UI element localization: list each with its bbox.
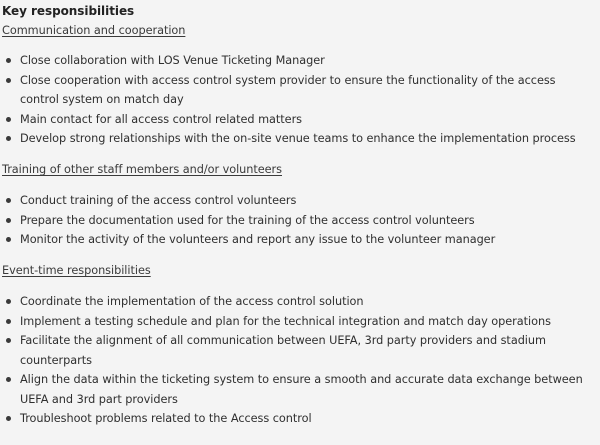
event-time-list (0, 292, 590, 429)
section-heading-communication: Communication and cooperation (2, 24, 186, 37)
bullet-icon (6, 136, 11, 141)
communication-list (0, 51, 590, 149)
bullet-icon (6, 117, 11, 122)
bullet-icon (6, 218, 11, 223)
list-item: Develop strong relationships with the on-site venue teams to enhance the implementation process (0, 129, 590, 149)
list-item: Prepare the documentation used for the training of the access control volunteers (0, 211, 590, 231)
page-title: Key responsibilities (2, 4, 135, 18)
bullet-icon (6, 78, 11, 83)
section-heading-event-time: Event-time responsibilities (2, 264, 151, 277)
bullet-icon (6, 198, 11, 203)
list-item: Align the data within the ticketing system to ensure a smooth and accurate data exchange between UEFA and 3rd part providers (0, 370, 590, 409)
list-item: Implement a testing schedule and plan for the technical integration and match day operations (0, 312, 590, 332)
list-item: Troubleshoot problems related to the Access control (0, 409, 590, 429)
bullet-icon (6, 299, 11, 304)
bullet-icon (6, 58, 11, 63)
list-item: Close collaboration with LOS Venue Ticketing Manager (0, 51, 590, 71)
bullet-icon (6, 338, 11, 343)
list-item: Main contact for all access control related matters (0, 110, 590, 130)
training-list (0, 191, 590, 250)
bullet-icon (6, 237, 11, 242)
list-item: Coordinate the implementation of the access control solution (0, 292, 590, 312)
list-item: Monitor the activity of the volunteers and report any issue to the volunteer manager (0, 230, 590, 250)
bullet-icon (6, 319, 11, 324)
list-item: Close cooperation with access control system provider to ensure the functionality of the access control system on match day (0, 71, 590, 110)
bullet-icon (6, 416, 11, 421)
list-item: Conduct training of the access control volunteers (0, 191, 590, 211)
section-heading-training: Training of other staff members and/or volunteers (2, 163, 282, 176)
list-item: Facilitate the alignment of all communication between UEFA, 3rd party providers and stadium counterparts (0, 331, 590, 370)
bullet-icon (6, 377, 11, 382)
